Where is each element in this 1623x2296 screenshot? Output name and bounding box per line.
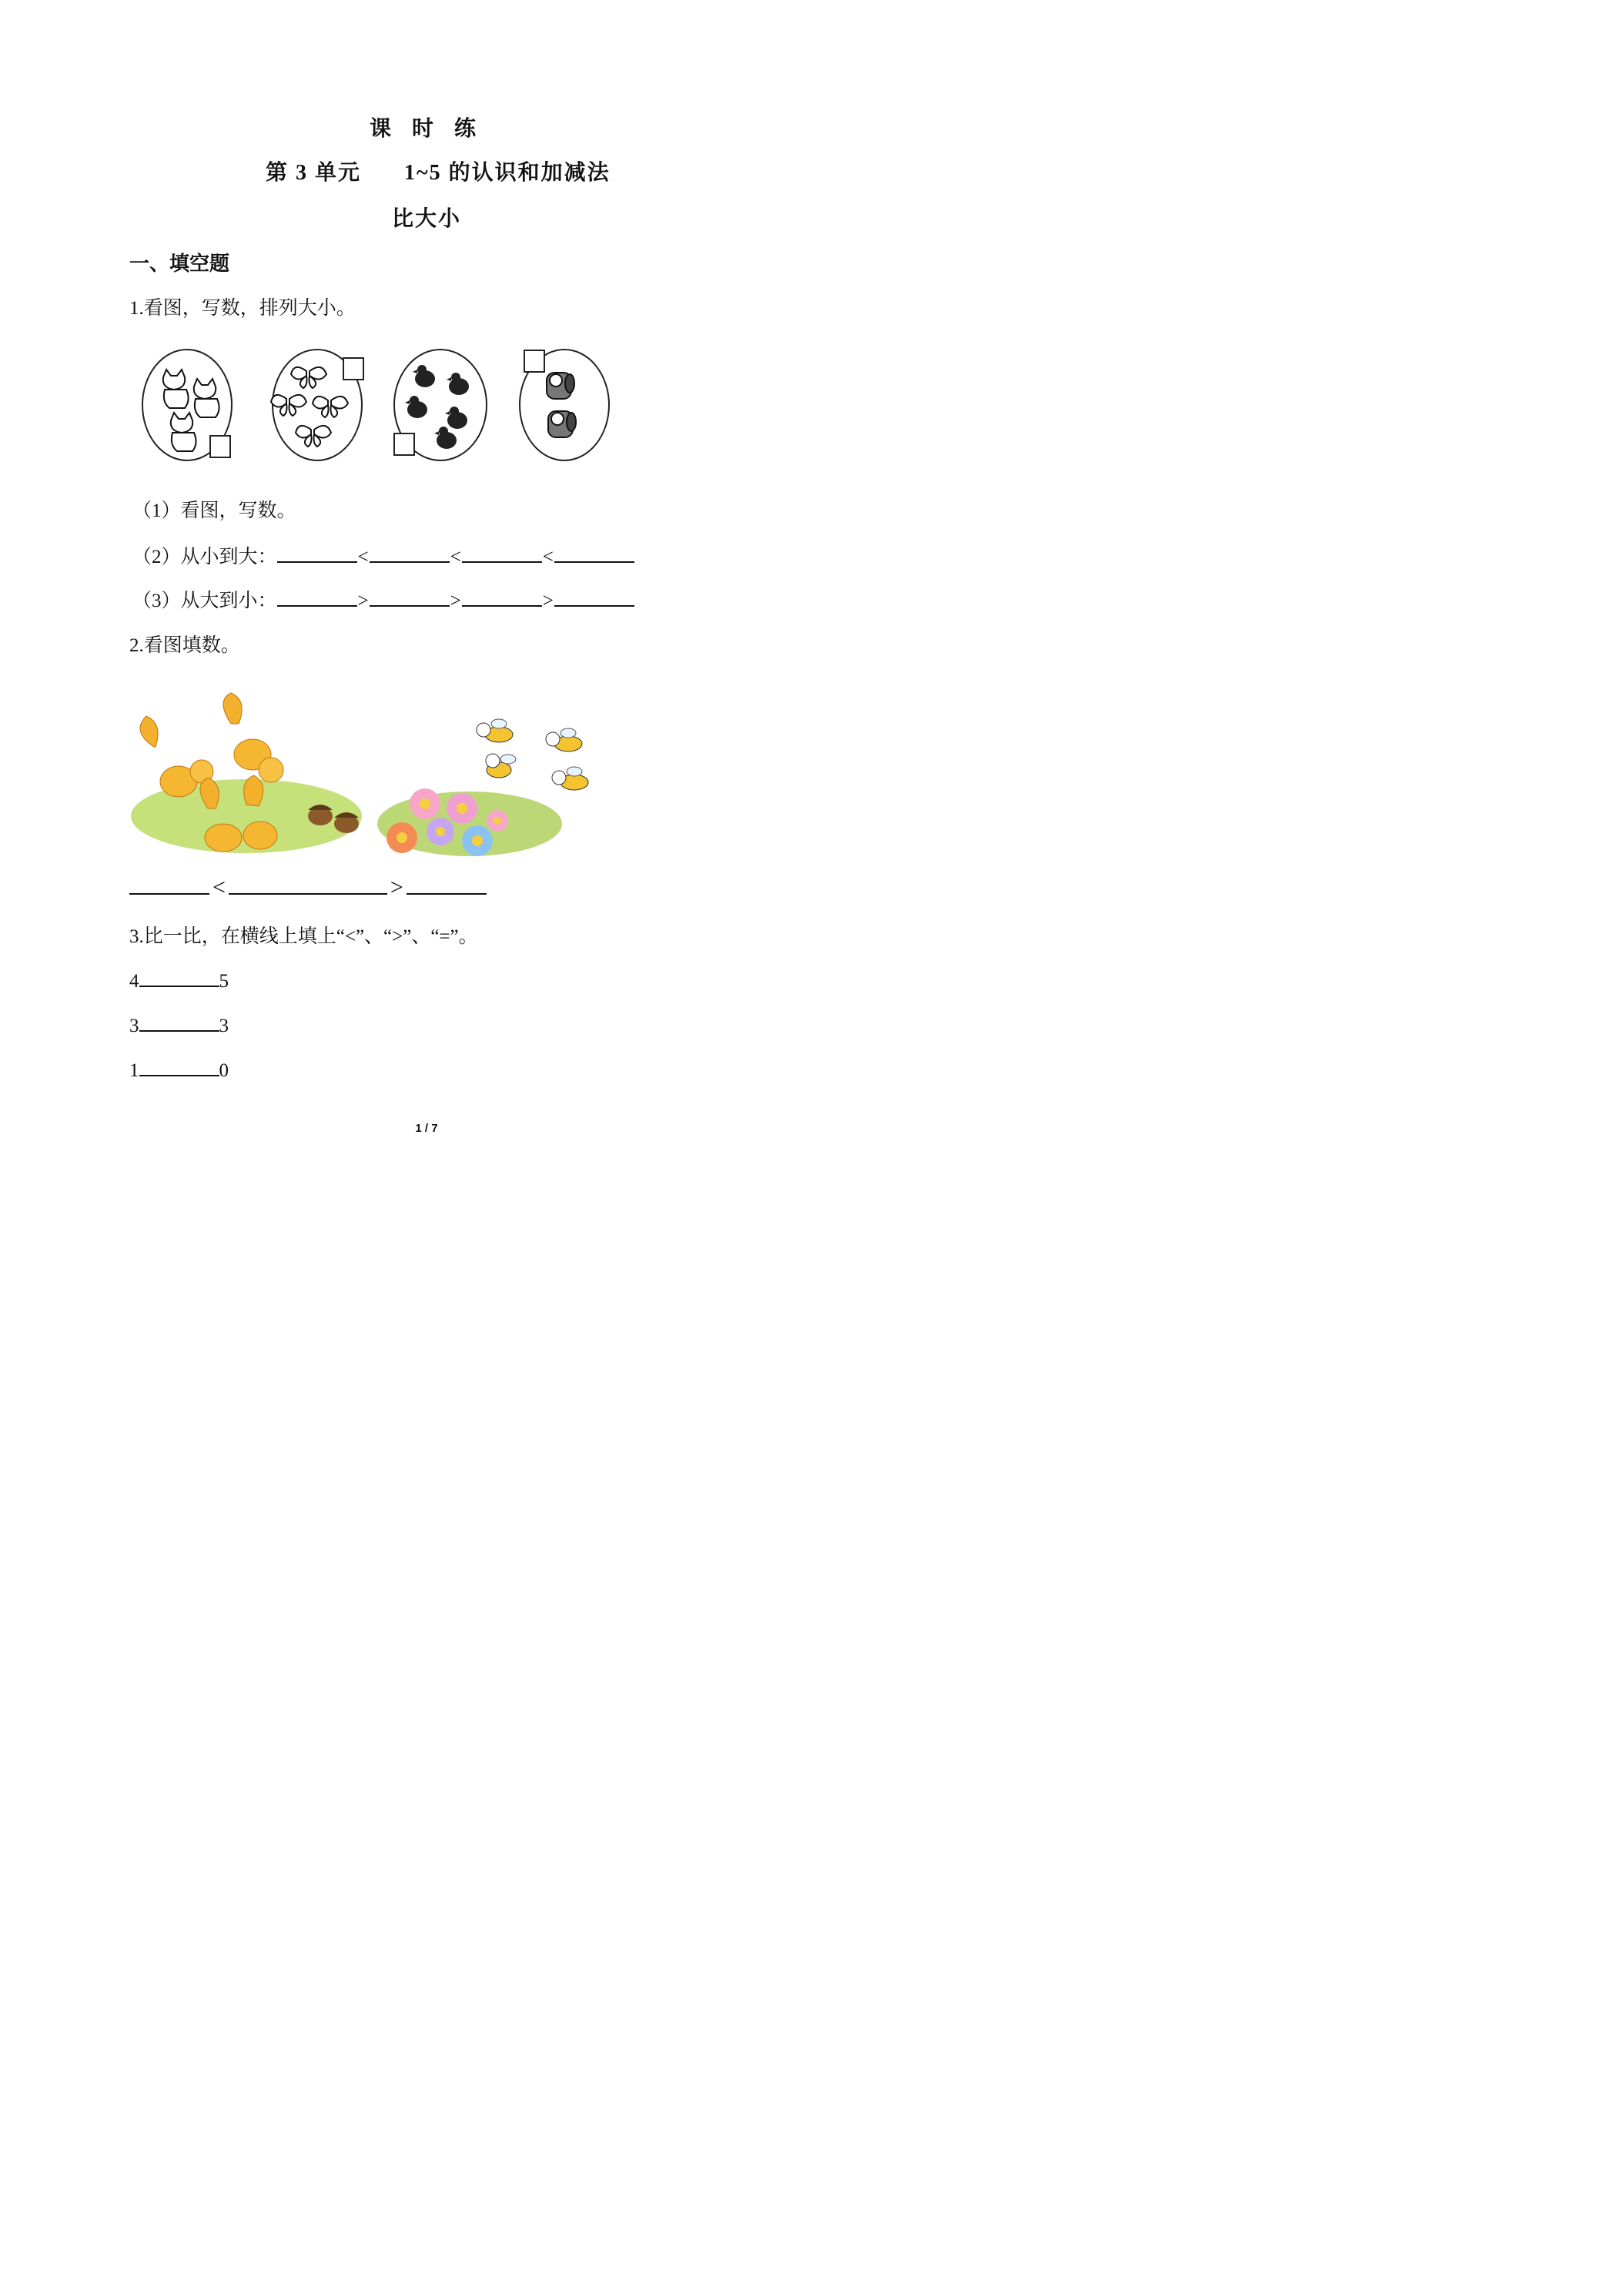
flower-icon: [427, 818, 454, 845]
bird-icon: [447, 373, 469, 395]
worksheet-page: [0, 0, 853, 1207]
q1-part1: （1）看图，写数。: [132, 500, 296, 521]
comparison-blank[interactable]: [139, 966, 219, 987]
q3-right-number: 3: [219, 1016, 229, 1036]
bee-icon: [486, 754, 516, 778]
q3-right-number: 0: [219, 1060, 229, 1081]
lesson-subtitle: 比大小: [391, 207, 461, 231]
q1-part3-label: （3）从大到小：: [132, 591, 277, 611]
q1-part2-row: [132, 541, 634, 569]
squirrel-icon: [223, 693, 283, 782]
answer-blank[interactable]: [277, 541, 357, 563]
q3-item: [129, 1055, 229, 1082]
q3-item: [129, 966, 229, 992]
answer-blank[interactable]: [129, 873, 209, 895]
squirrels-and-bees-illustration: [131, 708, 608, 862]
less-than-sign: <: [450, 547, 461, 567]
acorn-icon: [308, 805, 333, 825]
q3-item: [129, 1010, 229, 1037]
page-title: 课 时 练: [369, 117, 484, 141]
comparison-blank[interactable]: [139, 1055, 219, 1076]
unit-label: 第 3 单元: [266, 161, 362, 185]
q1-part3-row: [132, 585, 634, 613]
less-than-sign: <: [542, 547, 554, 567]
bird-icon: [405, 396, 427, 418]
unit-heading: [266, 156, 611, 186]
q1-picture-groups: [0, 339, 853, 474]
q3-right-number: 5: [219, 971, 229, 992]
answer-blank[interactable]: [370, 541, 450, 563]
q1-ovals: [0, 339, 853, 474]
flower-icon: [410, 788, 440, 819]
q1-part2-label: （2）从小到大：: [132, 547, 277, 567]
bee-icon: [552, 767, 588, 790]
count-box-cats[interactable]: [209, 435, 231, 458]
bird-icon: [434, 427, 457, 449]
cat-icon: [163, 370, 189, 408]
less-than-sign: <: [357, 547, 369, 567]
answer-blank[interactable]: [554, 541, 634, 563]
flower-icon: [487, 810, 508, 832]
answer-blank[interactable]: [554, 585, 634, 607]
greater-than-sign: >: [357, 591, 369, 611]
flower-icon: [462, 825, 493, 856]
butterfly-icon: [313, 397, 348, 417]
answer-blank[interactable]: [277, 585, 357, 607]
butterfly-icon: [296, 426, 331, 447]
q2-answer-row: [129, 873, 487, 901]
bird-icon: [445, 407, 467, 429]
acorn-icon: [334, 812, 359, 833]
flower-icon: [447, 793, 477, 824]
cat-icon: [171, 413, 196, 451]
less-than-sign: <: [212, 875, 226, 900]
answer-blank[interactable]: [462, 585, 542, 607]
q3-left-number: 4: [129, 971, 139, 992]
bee-icon: [546, 728, 582, 751]
greater-than-sign: >: [390, 875, 403, 900]
butterfly-icon: [291, 367, 326, 388]
section-heading: 一、填空题: [129, 253, 230, 275]
q3-left-number: 3: [129, 1016, 139, 1036]
dog-icon: [547, 373, 574, 399]
flower-icon: [387, 822, 417, 853]
q1-prompt: 1.看图，写数，排列大小。: [129, 298, 356, 319]
comparison-blank[interactable]: [139, 1010, 219, 1032]
dog-icon: [548, 411, 576, 437]
q3-left-number: 1: [129, 1060, 139, 1081]
butterfly-icon: [271, 395, 306, 416]
count-box-dogs[interactable]: [524, 350, 545, 373]
cat-icon: [194, 379, 219, 417]
greater-than-sign: >: [450, 591, 461, 611]
q3-prompt: 3.比一比，在横线上填上“<”、“>”、“=”。: [129, 926, 478, 947]
answer-blank[interactable]: [462, 541, 542, 563]
q2-prompt: 2.看图填数。: [129, 635, 240, 656]
greater-than-sign: >: [542, 591, 554, 611]
page-number: 1 / 7: [415, 1122, 438, 1135]
answer-blank[interactable]: [229, 873, 387, 895]
bee-icon: [477, 719, 513, 742]
count-box-birds[interactable]: [393, 433, 415, 456]
answer-blank[interactable]: [370, 585, 450, 607]
count-box-butterflies[interactable]: [343, 357, 364, 380]
bird-icon: [413, 365, 435, 387]
answer-blank[interactable]: [407, 873, 487, 895]
unit-topic: 1~5 的认识和加减法: [404, 161, 611, 185]
